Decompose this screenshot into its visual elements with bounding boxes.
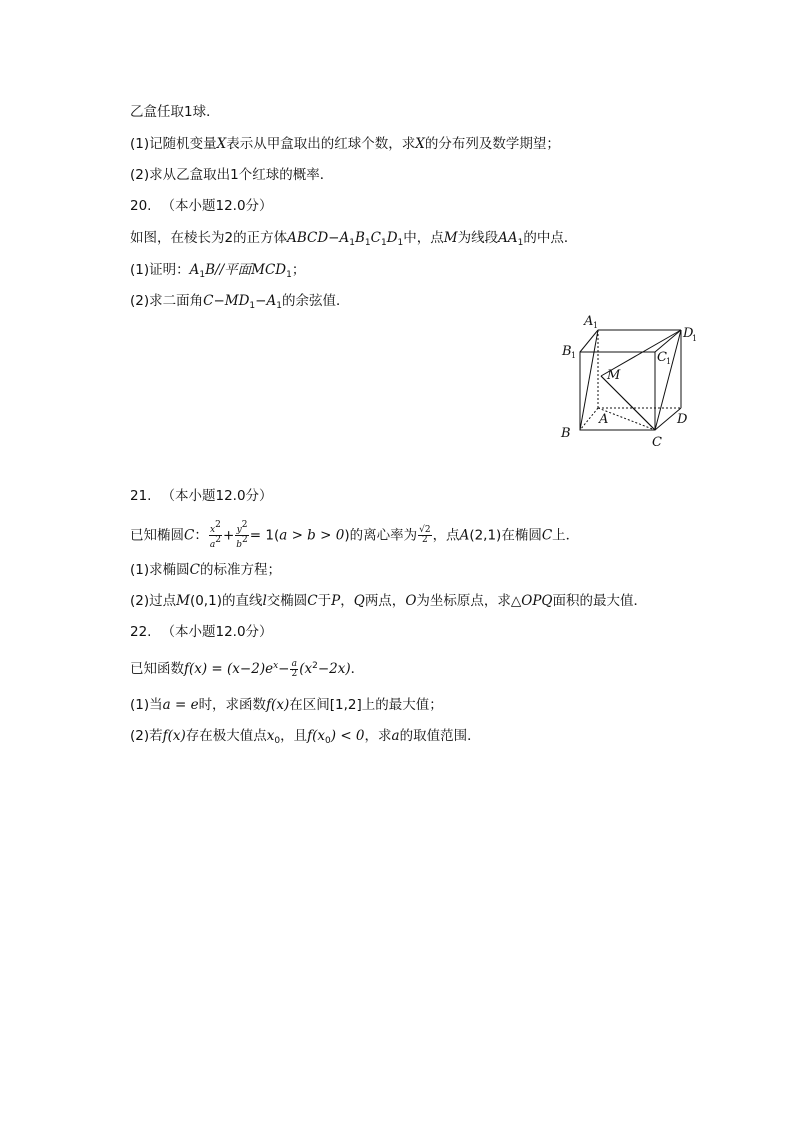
q19-line-1: 乙盒任取1球． [130,104,220,120]
q19-part-1: (1)记随机变量X表示从甲盒取出的红球个数，求X的分布列及数学期望； [130,136,560,152]
q19-part-2: (2)求从乙盒取出1个红球的概率． [130,167,334,183]
q21-part-2: (2)过点M(0,1)的直线l交椭圆C于P，Q两点，O为坐标原点，求△OPQ面积的最大值． [130,593,647,609]
q22-part-1: (1)当a = e时，求函数f(x)在区间[1,2]上的最大值； [130,697,443,713]
q20-header: 20. （本小题12.0分） [130,198,273,214]
fraction-y2-b2: $\frac{y^2}{b^2}$ [236,520,248,550]
label-C1: C [657,350,667,365]
q20-part-2: (2)求二面角$C-MD_1-A_1$的余弦值． [130,293,350,311]
q22-part-2: (2)若f(x)存在极大值点$x_0$，且$f(x_0) < 0$，求a的取值范围． [130,728,481,746]
label-D: D [677,412,688,427]
label-A1-sub: 1 [593,321,599,330]
label-A: A [599,412,609,427]
fraction-sqrt2-2: $\frac{√2}{2}$ [419,525,431,545]
q20-stem: 如图，在棱长为2的正方体$ABCD-A_1B_1C_1D_1$中，点M为线段$AA_1$的中点． [130,230,578,248]
cube-figure [555,310,705,450]
label-B1-sub: 1 [571,351,577,360]
label-A1: A [584,314,594,329]
q20-part-1: (1)证明：$A_1B//$平面$MCD_1$； [130,262,306,280]
label-D1-sub: 1 [692,334,698,343]
fraction-a-2: $\frac{a}{2}$ [291,658,298,679]
label-D1: D [683,326,694,341]
fraction-x2-a2: $\frac{x^2}{a^2}$ [209,520,221,550]
q22-stem: 已知函数$f(x) = (x-2)e^x-$ $\frac{a}{2}$ $(x^2-2x)$． [130,658,365,679]
q21-stem: 已知椭圆C： $\frac{x^2}{a^2}$ + $\frac{y^2}{b^2}$ = 1(a > b > 0)的离心率为 $\frac{√2}{2}$ ，点A(2,1)在椭圆C上． [130,520,580,550]
q21-part-1: (1)求椭圆C的标准方程； [130,562,281,578]
q22-header: 22. （本小题12.0分） [130,624,273,640]
label-B: B [561,426,571,441]
q21-header: 21. （本小题12.0分） [130,488,273,504]
label-B1: B [562,344,572,359]
label-C1-sub: 1 [666,357,672,366]
label-C: C [652,435,662,450]
label-M: M [607,368,621,383]
